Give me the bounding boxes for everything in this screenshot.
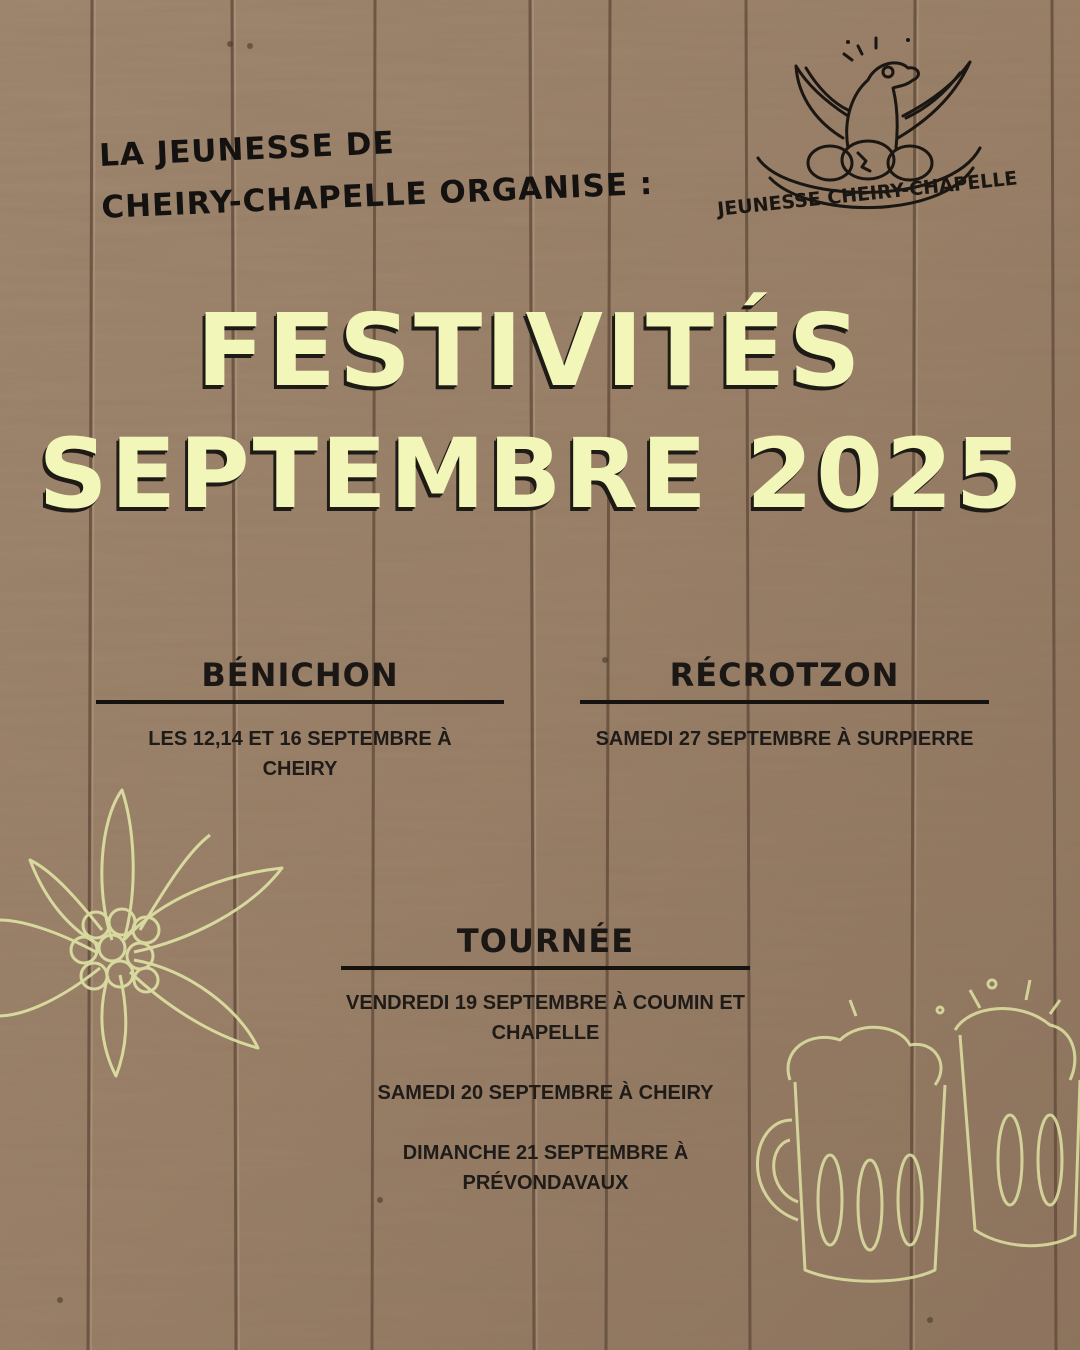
divider [96, 700, 504, 704]
intro-line-1: LA JEUNESSE DE [98, 125, 396, 174]
tournee-date-2: SAMEDI 20 SEPTEMBRE À CHEIRY [377, 1082, 714, 1104]
edelweiss-icon [0, 780, 290, 1080]
divider [580, 700, 989, 704]
intro-line-2: CHEIRY-CHAPELLE ORGANISE : [100, 165, 654, 226]
main-title-line-1: FESTIVITÉS [196, 292, 864, 409]
event-benichon-text: LES 12,14 ET 16 SEPTEMBRE À CHEIRY [148, 728, 452, 780]
beer-mugs-icon [730, 970, 1080, 1290]
event-recrotzon-text: SAMEDI 27 SEPTEMBRE À SURPIERRE [595, 728, 974, 750]
tournee-date-3: DIMANCHE 21 SEPTEMBRE À PRÉVONDAVAUX [402, 1142, 689, 1194]
tournee-date-1: VENDREDI 19 SEPTEMBRE À COUMIN ET CHAPELLE [346, 992, 745, 1044]
event-benichon-title: BÉNICHON [201, 656, 399, 694]
eagle-eggs-logo [716, 28, 1019, 228]
main-title-line-2: SEPTEMBRE 2025 [38, 418, 1026, 530]
event-tournee-title: TOURNÉE [456, 922, 635, 960]
event-recrotzon-title: RÉCROTZON [669, 656, 900, 694]
logo-text: JEUNESSE CHEIRY-CHAPELLE [716, 167, 1019, 221]
event-tournee-dates [341, 988, 750, 1198]
event-recrotzon [580, 656, 989, 754]
divider [341, 966, 750, 970]
event-benichon [96, 656, 504, 784]
event-tournee [341, 922, 750, 1198]
